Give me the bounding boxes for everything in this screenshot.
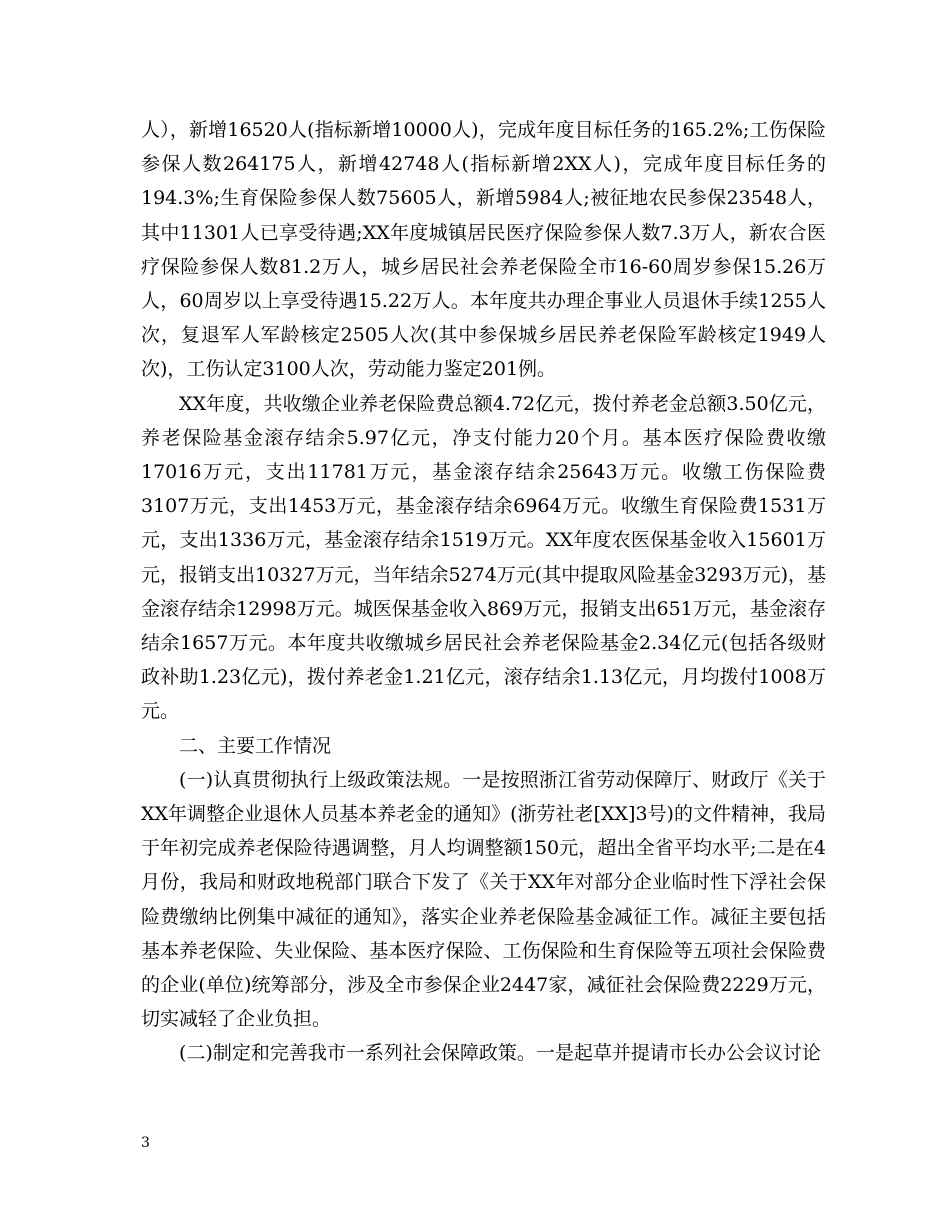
- paragraph-policy-improvement: (二)制定和完善我市一系列社会保障政策。一是起草并提请市长办公会议讨论: [179, 1042, 821, 1065]
- paragraph-policy-implementation: (一)认真贯彻执行上级政策法规。一是按照浙江省劳动保障厅、财政厅《关于XX年调整企业退休人员基本养老金的通知》(浙劳社老[XX]3号)的文件精神，我局于年初完成养老保险待遇调整，月人均调整额150元，超出全省平均水平;二是在4月份，我局和财政地税部门联合下发了《关于XX年对部分企业临时性下浮社会保险费缴纳比例集中减征的通知》，落实企业养老保险基金减征工作。减征主要包括基本养老保险、失业保险、基本医疗保险、工伤保险和生育保险等五项社会保险费的企业(单位)统筹部分，涉及全市参保企业2447家，减征社会保险费2229万元，切实减轻了企业负担。: [141, 768, 826, 1031]
- page-number: 3: [141, 1135, 150, 1151]
- paragraph-fund-figures: XX年度，共收缴企业养老保险费总额4.72亿元，拨付养老金总额3.50亿元，养老保险基金滚存结余5.97亿元，净支付能力20个月。基本医疗保险费收缴17016万元，支出11781万元，基金滚存结余25643万元。收缴工伤保险费3107万元，支出1453万元，基金滚存结余6964万元。收缴生育保险费1531万元，支出1336万元，基金滚存结余1519万元。XX年度农医保基金收入15601万元，报销支出10327万元，当年结余5274万元(其中提取风险基金3293万元)，基金滚存结余12998万元。城医保基金收入869万元，报销支出651万元，基金滚存结余1657万元。本年度共收缴城乡居民社会养老保险基金2.34亿元(包括各级财政补助1.23亿元)，拨付养老金1.21亿元，滚存结余1.13亿元，月均拨付1008万元。: [141, 392, 826, 723]
- section-heading: 二、主要工作情况: [179, 734, 332, 757]
- paragraph-statistics-continued: 人），新增16520人(指标新增10000人)，完成年度目标任务的165.2%;工伤保险参保人数264175人，新增42748人(指标新增2XX人)，完成年度目标任务的194.3%;生育保险参保人数75605人，新增5984人;被征地农民参保23548人，其中11301人已享受待遇;XX年度城镇居民医疗保险参保人数7.3万人，新农合医疗保险参保人数81.2万人，城乡居民社会养老保险全市16-60周岁参保15.26万人，60周岁以上享受待遇15.22万人。本年度共办理企事业人员退休手续1255人次，复退军人军龄核定2505人次(其中参保城乡居民养老保险军龄核定1949人次)，工伤认定3100人次，劳动能力鉴定201例。: [141, 119, 826, 381]
- document-page: [141, 113, 826, 1071]
